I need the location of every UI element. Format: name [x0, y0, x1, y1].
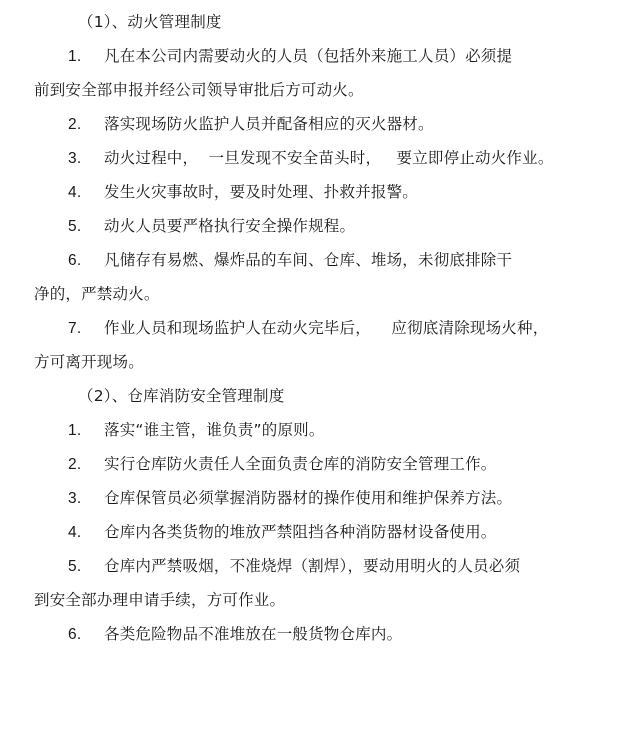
item-text: 凡在本公司内需要动火的人员（包括外来施工人员）必须提 [104, 47, 513, 65]
item-text: 仓库内严禁吸烟，不准烧焊（割焊），要动用明火的人员必须 [104, 557, 521, 575]
list-item [68, 522, 497, 543]
item-number: 5. [68, 558, 82, 575]
item-number: 6. [68, 252, 82, 269]
item-number: 5. [68, 218, 82, 235]
item-text: 仓库保管员必须掌握消防器材的操作使用和维护保养方法。 [104, 489, 513, 507]
item-number: 7. [68, 320, 82, 337]
list-item [68, 250, 512, 271]
section2-heading: （2）、仓库消防安全管理制度 [78, 387, 285, 405]
list-item [68, 148, 554, 169]
list-item [68, 46, 512, 67]
item-text: 动火人员要严格执行安全操作规程。 [104, 217, 356, 235]
item-number: 3. [68, 150, 82, 167]
item-text-continuation: 前到安全部申报并经公司领导审批后方可动火。 [34, 81, 364, 99]
list-item [68, 318, 548, 339]
item-number: 6. [68, 626, 82, 643]
list-item [68, 114, 434, 135]
item-number: 4. [68, 524, 82, 541]
item-text-continuation: 净的，严禁动火。 [34, 285, 160, 303]
item-text: 发生火灾事故时，要及时处理、扑救并报警。 [104, 183, 419, 201]
list-item [68, 454, 497, 475]
item-number: 2. [68, 116, 82, 133]
list-item [68, 182, 418, 203]
item-text: 各类危险物品不准堆放在一般货物仓库内。 [104, 625, 403, 643]
item-text: 作业人员和现场监护人在动火完毕后， 应彻底清除现场火种， [104, 319, 549, 337]
item-text: 实行仓库防火责任人全面负责仓库的消防安全管理工作。 [104, 455, 497, 473]
list-item [68, 216, 355, 237]
item-number: 1. [68, 422, 82, 439]
item-text: 动火过程中， 一旦发现不安全苗头时， 要立即停止动火作业。 [104, 149, 554, 167]
list-item [68, 556, 520, 577]
item-number: 3. [68, 490, 82, 507]
item-text: 落实现场防火监护人员并配备相应的灭火器材。 [104, 115, 434, 133]
item-text: 落实“谁主管，谁负责”的原则。 [104, 421, 325, 439]
item-number: 1. [68, 48, 82, 65]
item-number: 4. [68, 184, 82, 201]
item-text: 仓库内各类货物的堆放严禁阻挡各种消防器材设备使用。 [104, 523, 497, 541]
item-text: 凡储存有易燃、爆炸品的车间、仓库、堆场，未彻底排除干 [104, 251, 513, 269]
list-item [68, 624, 402, 645]
section1-heading: （1）、动火管理制度 [78, 13, 222, 31]
list-item [68, 420, 325, 441]
list-item [68, 488, 512, 509]
item-text-continuation: 到安全部办理申请手续，方可作业。 [34, 591, 286, 609]
item-number: 2. [68, 456, 82, 473]
item-text-continuation: 方可离开现场。 [34, 353, 144, 371]
